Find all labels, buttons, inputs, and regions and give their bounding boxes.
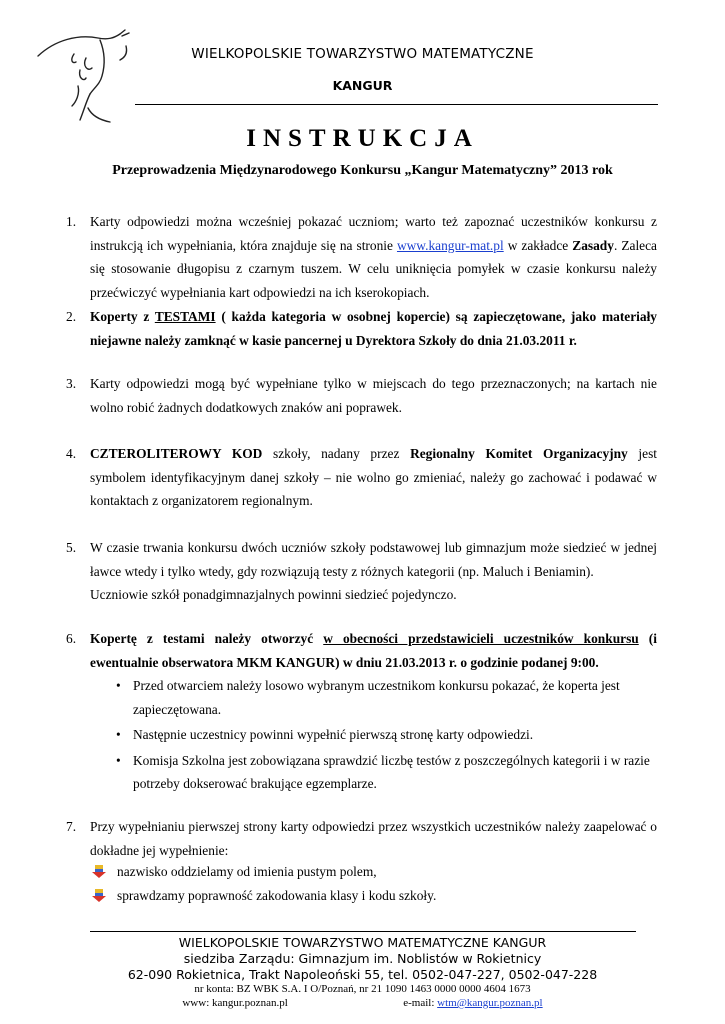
email-link[interactable]: wtm@kangur.poznan.pl — [437, 997, 543, 1009]
tab-name: Zasady — [572, 237, 614, 253]
item-text: Karty odpowiedzi można wcześniej pokazać uczniom; warto też zapoznać uczestników konkursu z instrukcją ich wypełniania, która znajduje się na stronie — [90, 214, 657, 253]
item-number: 5. — [66, 540, 77, 555]
list-item-7 — [66, 815, 657, 862]
footer-divider — [90, 931, 636, 932]
item-text: (i ewentualnie obserwatora MKM KANGUR) w dniu 21.03.2013 r. o godzinie podanej 9:00. — [90, 631, 657, 670]
underlined-text: TESTAMI — [154, 309, 216, 324]
item-text: Uczniowie szkół ponadgimnazjalnych powinni siedzieć pojedynczo. — [90, 587, 457, 602]
bullet-list — [116, 674, 657, 796]
footer-www: www: kangur.poznan.pl — [182, 997, 288, 1009]
item-text: Koperty z — [90, 309, 155, 324]
footer-organization: WIELKOPOLSKIE TOWARZYSTWO MATEMATYCZNE KANGUR — [178, 935, 547, 950]
footer-seat: siedziba Zarządu: Gimnazjum im. Noblistów w Rokietnicy — [183, 951, 542, 966]
item-text: szkoły, nadany przez — [262, 446, 411, 461]
item-text: Karty odpowiedzi mogą być wypełniane tylko w miejscach do tego przeznaczonych; na kartach nie wolno robić żadnych dodatkowych znaków ani poprawek. — [90, 376, 657, 415]
website-link[interactable]: www.kangur-mat.pl — [396, 237, 504, 253]
bullet-text: Przed otwarciem należy losowo wybranym uczestnikom konkursu pokazać, że koperta jest zapieczętowana. — [133, 678, 620, 717]
item-text: W czasie trwania konkursu dwóch uczniów szkoły podstawowej lub gimnazjum może siedzieć w jednej ławce wtedy i tylko wtedy, gdy rozwiązują testy z różnych kategorii (np. Maluch i Beniamin). — [90, 540, 657, 579]
bullet-text: Następnie uczestnicy powinni wypełnić pierwszą stronę karty odpowiedzi. — [133, 727, 534, 742]
item-text: Przy wypełnianiu pierwszej strony karty odpowiedzi przez wszystkich uczestników należy zaapelować o dokładne jej wypełnienie: — [90, 819, 657, 858]
item-number: 1. — [66, 214, 77, 229]
bullet-icon: • — [116, 678, 121, 693]
arrow-bullet-icon — [92, 888, 106, 902]
arrow-bullet-icon — [92, 864, 106, 878]
bullet-item — [116, 674, 657, 721]
footer-email-label: e-mail: — [403, 997, 438, 1009]
bullet-item — [116, 723, 657, 747]
item-text: jest symbolem identyfikacyjnym danej szkoły – nie wolno go zmieniać, należy go zachować i podawać w kontaktach z organizatorem regionalnym. — [90, 446, 657, 508]
list-item-5 — [66, 536, 657, 607]
list-item-4 — [66, 442, 657, 513]
list-item-3 — [66, 372, 657, 419]
item-text: . Zaleca się stosowanie długopisu z czarnym tuszem. W celu uniknięcia pomyłek w czasie konkursu należy przećwiczyć wypełniania kart odpowiedzi na ich kserokopiach. — [90, 237, 657, 300]
footer-bank-account: nr konta: BZ WBK S.A. I O/Poznań, nr 21 1090 1463 0000 0000 4604 1673 — [194, 983, 531, 995]
arrow-list-item: sprawdzamy poprawność zakodowania klasy i kodu szkoły. — [117, 888, 437, 903]
footer-contact — [0, 997, 725, 1009]
list-item-6 — [66, 627, 657, 674]
item-number: 2. — [66, 309, 77, 324]
item-text: ( każda kategoria w osobnej kopercie) są zapieczętowane, jako materiały niejawne należy zamknąć w kasie pancernej u Dyrektora Szkoły do dnia 21.03.2011 r. — [90, 309, 658, 348]
organization-title: WIELKOPOLSKIE TOWARZYSTWO MATEMATYCZNE — [191, 46, 534, 62]
item-text: w zakładce — [503, 237, 573, 253]
item-number: 7. — [66, 819, 77, 834]
bullet-item — [116, 749, 657, 796]
item-number: 6. — [66, 631, 77, 646]
item-text: Kopertę z testami należy otworzyć — [90, 631, 324, 646]
list-item-1 — [66, 210, 657, 304]
header-divider — [135, 104, 658, 105]
item-number: 4. — [66, 446, 77, 461]
footer-address: 62-090 Rokietnica, Trakt Napoleoński 55, tel. 0502-047-227, 0502-047-228 — [127, 967, 598, 982]
bold-text: CZTEROLITEROWY KOD — [90, 446, 263, 461]
arrow-list-item: nazwisko oddzielamy od imienia pustym polem, — [117, 864, 377, 879]
document-title: INSTRUKCJA — [246, 125, 479, 152]
list-item-2 — [66, 305, 658, 352]
kangaroo-logo — [30, 28, 140, 128]
item-number: 3. — [66, 376, 77, 391]
bullet-text: Komisja Szkolna jest zobowiązana sprawdzić liczbę testów z poszczególnych kategorii i w razie potrzeby dokserować brakujące egzemplarze. — [133, 752, 650, 791]
document-subtitle: Przeprowadzenia Międzynarodowego Konkursu „Kangur Matematyczny” 2013 rok — [112, 163, 613, 178]
bullet-icon: • — [116, 752, 121, 768]
bullet-icon: • — [116, 727, 121, 742]
underlined-text: w obecności przedstawicieli uczestników konkursu — [323, 631, 639, 646]
organization-subtitle: KANGUR — [332, 78, 393, 93]
bold-text: Regionalny Komitet Organizacyjny — [410, 446, 628, 461]
